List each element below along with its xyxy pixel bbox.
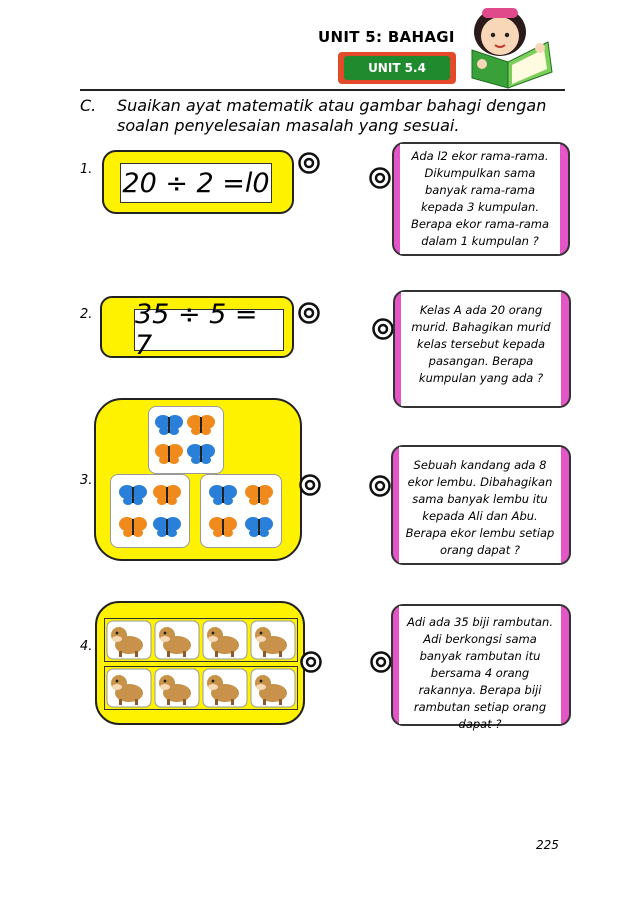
butterfly-group — [110, 474, 190, 548]
cow-icon — [107, 621, 151, 659]
question-number: 4. — [80, 639, 93, 654]
butterfly-icon — [245, 485, 273, 505]
problem-card — [391, 445, 571, 565]
problem-card — [391, 604, 571, 731]
butterfly-icon — [155, 415, 183, 435]
girl-reading-illustration — [452, 2, 567, 90]
left-connector-icon[interactable] — [298, 152, 320, 174]
instruction-letter: C. — [80, 96, 97, 115]
problem-card — [393, 290, 571, 408]
cow-icon — [203, 669, 247, 707]
unit-badge — [338, 52, 456, 84]
problem-card — [392, 142, 570, 256]
cow-group — [104, 666, 298, 710]
cow-icon — [203, 621, 247, 659]
left-connector-icon[interactable] — [299, 474, 321, 496]
right-connector-icon[interactable] — [372, 318, 394, 340]
butterfly-icon — [119, 485, 147, 505]
butterfly-icon — [209, 517, 237, 537]
left-connector-icon[interactable] — [300, 651, 322, 673]
cow-icon — [251, 621, 295, 659]
cow-icon — [251, 669, 295, 707]
unit-title: UNIT 5: BAHAGI — [318, 28, 455, 46]
instruction-text: Suaikan ayat matematik atau gambar bahagi dengan soalan penyelesaian masalah yang sesuai. — [117, 96, 547, 135]
butterfly-icon — [155, 444, 183, 464]
cow-icon — [155, 669, 199, 707]
butterfly-icon — [245, 517, 273, 537]
header-rule — [80, 89, 565, 91]
equation: 35 ÷ 5 = 7 — [134, 309, 284, 351]
butterfly-icon — [187, 444, 215, 464]
butterfly-icon — [187, 415, 215, 435]
cow-icon — [155, 621, 199, 659]
question-number: 2. — [80, 307, 93, 322]
butterfly-group — [148, 406, 224, 474]
left-connector-icon[interactable] — [298, 302, 320, 324]
butterfly-icon — [209, 485, 237, 505]
question-number: 1. — [80, 162, 93, 177]
butterfly-icon — [153, 517, 181, 537]
problem-text: Ada l2 ekor rama-rama. Dikumpulkan sama banyak rama-rama kepada 3 kumpulan. Berapa ekor rama-rama dalam 1 kumpulan ? — [400, 144, 560, 254]
unit-badge-label: UNIT 5.4 — [344, 56, 450, 80]
right-connector-icon[interactable] — [369, 167, 391, 189]
butterfly-icon — [119, 517, 147, 537]
problem-text: Kelas A ada 20 orang murid. Bahagikan murid kelas tersebut kepada pasangan. Berapa kumpulan yang ada ? — [401, 292, 561, 406]
problem-text: Sebuah kandang ada 8 ekor lembu. Dibahagikan sama banyak lembu itu kepada Ali dan Abu. Berapa ekor lembu setiap orang dapat ? — [399, 447, 561, 563]
right-connector-icon[interactable] — [369, 475, 391, 497]
butterfly-group — [200, 474, 282, 548]
right-connector-icon[interactable] — [370, 651, 392, 673]
cow-group — [104, 618, 298, 662]
question-number: 3. — [80, 473, 93, 488]
cow-icon — [107, 669, 151, 707]
butterfly-icon — [153, 485, 181, 505]
equation: 20 ÷ 2 =l0 — [120, 163, 272, 203]
problem-text: Adi ada 35 biji rambutan. Adi berkongsi sama banyak rambutan itu bersama 4 orang rakannya. Berapa biji rambutan setiap orang dapat ? — [399, 606, 561, 724]
page-number: 225 — [536, 838, 559, 852]
